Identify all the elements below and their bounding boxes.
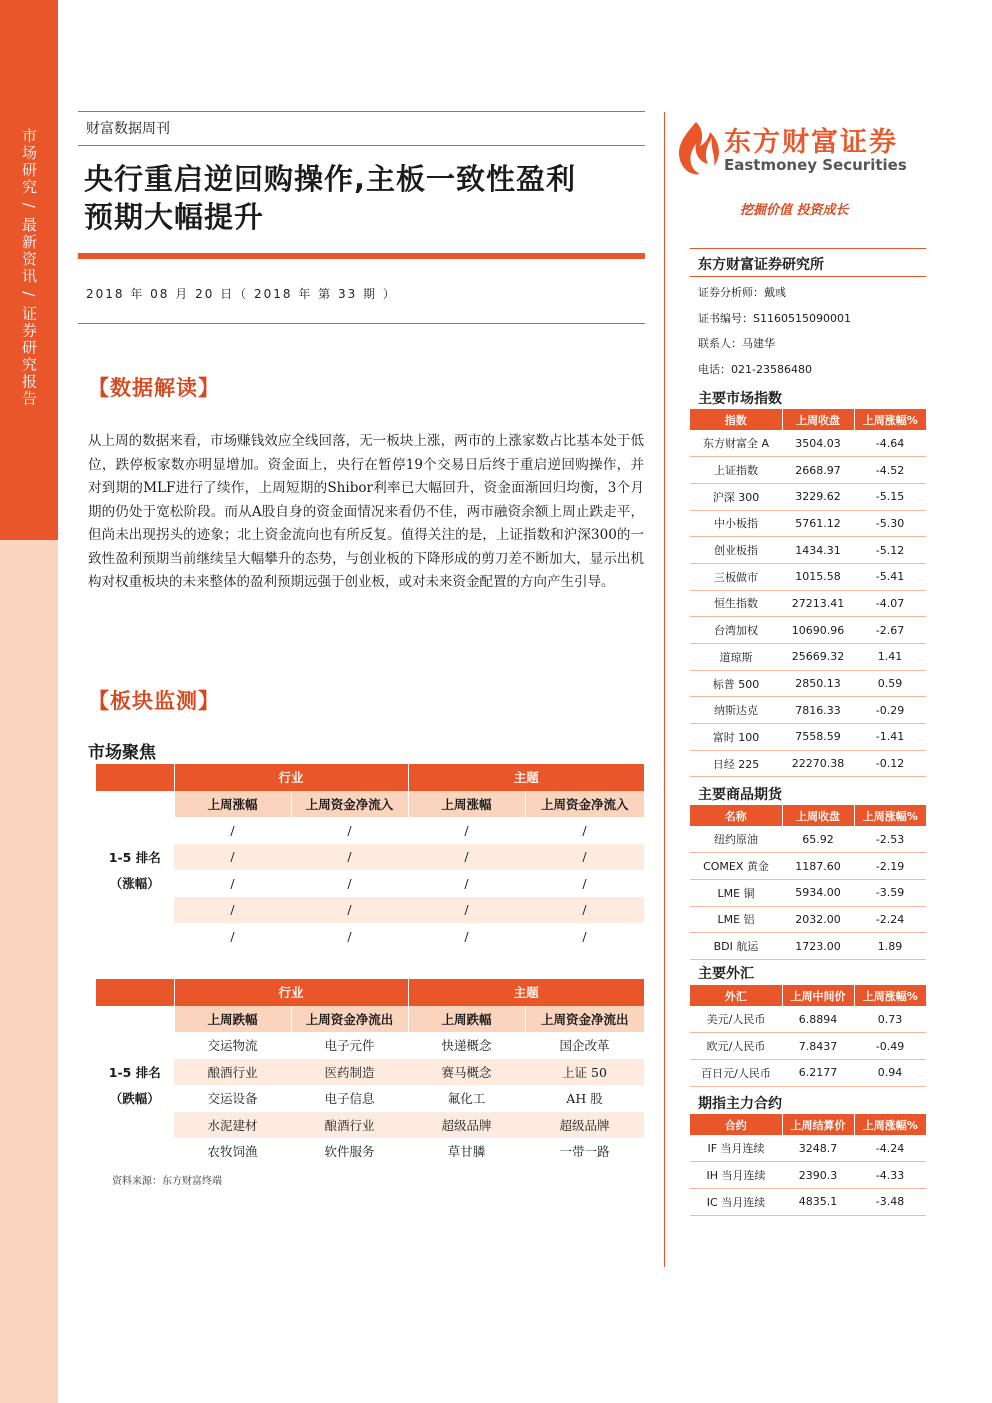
- header-industry: 行业: [174, 764, 408, 791]
- subheader-cell: 上周涨幅: [174, 791, 291, 818]
- row-head-line-2: （跌幅）: [109, 1091, 160, 1106]
- table-cell: 0.73: [854, 1006, 926, 1033]
- table-cell: 百日元/人民币: [690, 1059, 782, 1086]
- table-row: [690, 697, 926, 724]
- table-cell: 22270.38: [782, 750, 854, 777]
- table-cell: 酿酒行业: [174, 1059, 291, 1086]
- table-cell: 4835.1: [782, 1188, 854, 1215]
- table-row: [690, 724, 926, 751]
- table-row: [690, 510, 926, 537]
- table-cell: -5.41: [854, 563, 926, 590]
- table-cell: /: [174, 817, 291, 844]
- futures-header: 上周结算价: [782, 1114, 854, 1135]
- table-cell: -3.48: [854, 1188, 926, 1215]
- table-row: [690, 644, 926, 671]
- table-cell: 富时 100: [690, 724, 782, 751]
- row-head-line-1: 1-5 排名: [108, 850, 161, 865]
- table-cell: 恒生指数: [690, 590, 782, 617]
- table-cell: -2.67: [854, 617, 926, 644]
- table-cell: 上证指数: [690, 457, 782, 484]
- table-corner: [96, 764, 174, 791]
- table-row: [690, 879, 926, 906]
- table-cell: 1723.00: [782, 933, 854, 960]
- contact-phone: 电话：021-23586480: [698, 363, 812, 376]
- table-cell: 超级品牌: [408, 1112, 525, 1139]
- table-cell: /: [174, 897, 291, 924]
- table-cell: 0.94: [854, 1059, 926, 1086]
- header-industry: 行业: [174, 979, 408, 1006]
- table-cell: /: [291, 870, 408, 897]
- table-cell: /: [291, 897, 408, 924]
- table-row: [96, 1085, 644, 1112]
- subheader-cell: 上周资金净流入: [291, 791, 408, 818]
- sector-gainers-table: [96, 764, 644, 950]
- indices-table: [690, 409, 926, 777]
- table-cell: 一带一路: [525, 1138, 644, 1165]
- commodities-title: 主要商品期货: [698, 787, 782, 803]
- table-cell: 27213.41: [782, 590, 854, 617]
- table-cell: 25669.32: [782, 644, 854, 671]
- table-cell: /: [408, 897, 525, 924]
- row-head-line-2: （涨幅）: [109, 876, 160, 891]
- table-cell: 交运设备: [174, 1085, 291, 1112]
- table-row: [690, 826, 926, 853]
- side-band-text: 市场研究 / 最新资讯 / 证券研究报告: [20, 128, 38, 408]
- table-row: [690, 1006, 926, 1033]
- table-cell: 中小板指: [690, 510, 782, 537]
- section-data-interpretation: 【数据解读】: [88, 376, 220, 400]
- table-cell: 欧元/人民币: [690, 1033, 782, 1060]
- table-cell: -4.33: [854, 1162, 926, 1189]
- table-row: [96, 923, 644, 950]
- table-row: [96, 1112, 644, 1139]
- table-cell: 2850.13: [782, 670, 854, 697]
- table-row: [690, 933, 926, 960]
- table-cell: -2.53: [854, 826, 926, 853]
- subheader-cell: 上周跌幅: [174, 1006, 291, 1033]
- brand-flame-icon: [670, 118, 722, 178]
- table-cell: -0.12: [854, 750, 926, 777]
- table-corner: [96, 979, 174, 1006]
- table-cell: -4.24: [854, 1135, 926, 1162]
- header-theme: 主题: [408, 764, 644, 791]
- table-cell: /: [408, 923, 525, 950]
- institute-name: 东方财富证券研究所: [698, 257, 824, 273]
- forex-header: 上周中间价: [782, 985, 854, 1006]
- row-head-gainers: [96, 791, 174, 950]
- table-cell: 1434.31: [782, 537, 854, 564]
- title-rule-thick: [78, 253, 645, 259]
- sector-losers-table: [96, 979, 644, 1165]
- table-cell: IH 当月连续: [690, 1162, 782, 1189]
- table-cell: 酿酒行业: [291, 1112, 408, 1139]
- table-cell: 1015.58: [782, 563, 854, 590]
- table-row: [690, 906, 926, 933]
- table-cell: 超级品牌: [525, 1112, 644, 1139]
- table-cell: 2668.97: [782, 457, 854, 484]
- table-row: [690, 853, 926, 880]
- table-cell: 赛马概念: [408, 1059, 525, 1086]
- table-cell: -1.41: [854, 724, 926, 751]
- header-rule-top: [78, 111, 645, 112]
- commodities-header: 上周收盘: [782, 805, 854, 826]
- table-cell: 1187.60: [782, 853, 854, 880]
- subheader-cell: 上周跌幅: [408, 1006, 525, 1033]
- futures-table: [690, 1114, 926, 1216]
- table-cell: 快递概念: [408, 1032, 525, 1059]
- table-cell: 沪深 300: [690, 483, 782, 510]
- forex-table: [690, 985, 926, 1087]
- source-note: 资料来源：东方财富终端: [112, 1176, 222, 1187]
- table-cell: 标普 500: [690, 670, 782, 697]
- table-cell: 1.41: [854, 644, 926, 671]
- side-band: [0, 0, 58, 1403]
- table-cell: /: [174, 870, 291, 897]
- table-cell: -2.24: [854, 906, 926, 933]
- table-cell: /: [291, 923, 408, 950]
- brand-slogan: 挖掘价值 投资成长: [740, 203, 849, 218]
- table-cell: 日经 225: [690, 750, 782, 777]
- table-cell: 0.59: [854, 670, 926, 697]
- table-row: [96, 1138, 644, 1165]
- table-cell: 上证 50: [525, 1059, 644, 1086]
- table-cell: 7816.33: [782, 697, 854, 724]
- table-cell: 2390.3: [782, 1162, 854, 1189]
- table-cell: 三板做市: [690, 563, 782, 590]
- table-row: [96, 897, 644, 924]
- table-row: [96, 870, 644, 897]
- table-cell: 电子信息: [291, 1085, 408, 1112]
- brand-name-en: Eastmoney Securities: [724, 156, 907, 174]
- table-cell: -0.49: [854, 1033, 926, 1060]
- table-cell: 软件服务: [291, 1138, 408, 1165]
- table-cell: 纽约原油: [690, 826, 782, 853]
- subheader-cell: 上周资金净流出: [525, 1006, 644, 1033]
- futures-header: 上周涨幅%: [854, 1114, 926, 1135]
- indices-title: 主要市场指数: [698, 391, 782, 407]
- table-cell: 创业板指: [690, 537, 782, 564]
- subheader-cell: 上周资金净流出: [291, 1006, 408, 1033]
- analyst-name: 证券分析师：戴彧: [698, 286, 786, 299]
- table-cell: AH 股: [525, 1085, 644, 1112]
- table-row: [96, 844, 644, 871]
- table-cell: -5.12: [854, 537, 926, 564]
- table-cell: -4.52: [854, 457, 926, 484]
- table-cell: 国企改革: [525, 1032, 644, 1059]
- table-row: [96, 817, 644, 844]
- side-band-bottom: [0, 540, 58, 1403]
- table-row: [690, 483, 926, 510]
- table-cell: /: [525, 844, 644, 871]
- table-cell: 65.92: [782, 826, 854, 853]
- indices-header: 上周涨幅%: [854, 409, 926, 430]
- forex-header: 外汇: [690, 985, 782, 1006]
- table-cell: -2.19: [854, 853, 926, 880]
- publication-name: 财富数据周刊: [86, 121, 170, 137]
- table-cell: /: [174, 923, 291, 950]
- table-cell: 东方财富全 A: [690, 430, 782, 457]
- table-cell: 3229.62: [782, 483, 854, 510]
- forex-title: 主要外汇: [698, 966, 754, 982]
- indices-header: 上周收盘: [782, 409, 854, 430]
- table-cell: /: [525, 897, 644, 924]
- table-cell: -4.07: [854, 590, 926, 617]
- table-cell: -0.29: [854, 697, 926, 724]
- table-row: [690, 617, 926, 644]
- column-divider: [664, 112, 665, 1267]
- table-cell: /: [291, 844, 408, 871]
- table-cell: 3248.7: [782, 1135, 854, 1162]
- commodities-table: [690, 805, 926, 960]
- header-theme: 主题: [408, 979, 644, 1006]
- table-cell: 交运物流: [174, 1032, 291, 1059]
- table-cell: 草甘膦: [408, 1138, 525, 1165]
- table-cell: 5761.12: [782, 510, 854, 537]
- table-cell: 医药制造: [291, 1059, 408, 1086]
- table-row: [690, 1135, 926, 1162]
- brand-logo: [668, 112, 918, 184]
- table-cell: 7.8437: [782, 1033, 854, 1060]
- table-cell: LME 铜: [690, 879, 782, 906]
- table-cell: 纳斯达克: [690, 697, 782, 724]
- table-cell: IC 当月连续: [690, 1188, 782, 1215]
- table-row: [690, 1033, 926, 1060]
- commodities-header: 名称: [690, 805, 782, 826]
- table-row: [96, 1059, 644, 1086]
- market-focus-heading: 市场聚焦: [88, 743, 156, 763]
- table-cell: 6.2177: [782, 1059, 854, 1086]
- table-cell: IF 当月连续: [690, 1135, 782, 1162]
- table-cell: 氟化工: [408, 1085, 525, 1112]
- table-cell: LME 铝: [690, 906, 782, 933]
- institute-rule-bottom: [690, 276, 926, 277]
- forex-header: 上周涨幅%: [854, 985, 926, 1006]
- table-cell: COMEX 黄金: [690, 853, 782, 880]
- table-cell: 2032.00: [782, 906, 854, 933]
- table-row: [690, 563, 926, 590]
- row-head-line-1: 1-5 排名: [108, 1065, 161, 1080]
- report-title-line-2: 预期大幅提升: [84, 200, 265, 234]
- table-row: [96, 1032, 644, 1059]
- table-row: [690, 1188, 926, 1215]
- brand-name-cn: 东方财富证券: [724, 127, 898, 158]
- table-cell: 10690.96: [782, 617, 854, 644]
- table-cell: /: [291, 817, 408, 844]
- contact-person: 联系人：马建华: [698, 337, 775, 350]
- table-cell: -5.15: [854, 483, 926, 510]
- table-cell: BDI 航运: [690, 933, 782, 960]
- table-cell: /: [408, 870, 525, 897]
- report-title: [84, 160, 644, 236]
- section-sector-monitoring: 【板块监测】: [88, 689, 220, 713]
- table-row: [690, 457, 926, 484]
- table-cell: /: [525, 870, 644, 897]
- row-head-losers: [96, 1006, 174, 1165]
- subheader-cell: 上周资金净流入: [525, 791, 644, 818]
- report-title-line-1: 央行重启逆回购操作,主板一致性盈利: [84, 162, 577, 196]
- table-row: [690, 1162, 926, 1189]
- table-row: [690, 537, 926, 564]
- table-cell: 道琼斯: [690, 644, 782, 671]
- cert-number: 证书编号：S1160515090001: [698, 312, 851, 325]
- table-cell: 农牧饲渔: [174, 1138, 291, 1165]
- table-cell: -4.64: [854, 430, 926, 457]
- table-cell: -3.59: [854, 879, 926, 906]
- body-paragraph: 从上周的数据来看，市场赚钱效应全线回落，无一板块上涨，两市的上涨家数占比基本处于低位，跌停板家数亦明显增加。资金面上，央行在暂停19个交易日后终于重启逆回购操作，并对到期的MLF进行了续作，上周短期的Shibor利率已大幅回升，资金面渐回归均衡，3个月期的仍处于宽松阶段。而从A股自身的资金面情况来看仍不佳，两市融资余额上周止跌走平，但尚未出现拐头的迹象；北上资金流向也有所反复。值得关注的是，上证指数和沪深300的一致性盈利预期当前继续呈大幅攀升的态势，与创业板的下降形成的剪刀差不断加大，显示出机构对权重板块的未来整体的盈利预期远强于创业板，或对未来资金配置的方向产生引导。: [88, 433, 644, 590]
- table-cell: 5934.00: [782, 879, 854, 906]
- table-cell: /: [408, 817, 525, 844]
- table-cell: 电子元件: [291, 1032, 408, 1059]
- futures-title: 期指主力合约: [698, 1096, 782, 1112]
- table-row: [690, 590, 926, 617]
- table-cell: /: [174, 844, 291, 871]
- table-row: [690, 670, 926, 697]
- header-rule-2: [78, 145, 645, 146]
- date-rule: [78, 323, 645, 324]
- table-cell: 美元/人民币: [690, 1006, 782, 1033]
- table-cell: /: [525, 923, 644, 950]
- table-cell: 7558.59: [782, 724, 854, 751]
- table-row: [690, 430, 926, 457]
- table-cell: 3504.03: [782, 430, 854, 457]
- table-cell: /: [525, 817, 644, 844]
- commodities-header: 上周涨幅%: [854, 805, 926, 826]
- subheader-cell: 上周涨幅: [408, 791, 525, 818]
- indices-header: 指数: [690, 409, 782, 430]
- table-row: [690, 750, 926, 777]
- issue-date: 2018 年 08 月 20 日（ 2018 年 第 33 期 ）: [86, 287, 397, 301]
- table-cell: 水泥建材: [174, 1112, 291, 1139]
- institute-rule-top: [690, 248, 926, 249]
- futures-header: 合约: [690, 1114, 782, 1135]
- table-cell: /: [408, 844, 525, 871]
- table-cell: 台湾加权: [690, 617, 782, 644]
- table-row: [690, 1059, 926, 1086]
- table-cell: 1.89: [854, 933, 926, 960]
- table-cell: 6.8894: [782, 1006, 854, 1033]
- table-cell: -5.30: [854, 510, 926, 537]
